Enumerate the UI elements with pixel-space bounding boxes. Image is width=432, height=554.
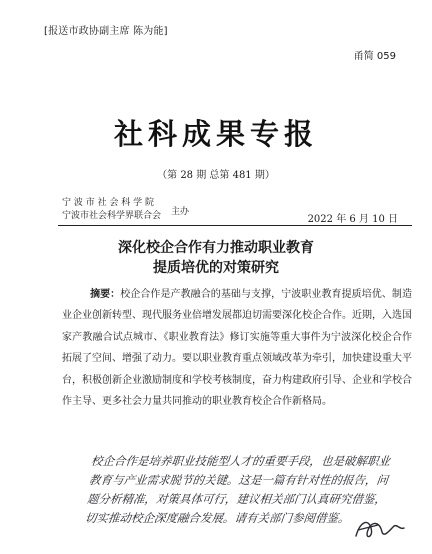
article-title-line-2: 提质培优的对策研究	[153, 260, 279, 276]
sponsor-organizations	[62, 197, 161, 223]
article-title-line-1: 深化校企合作有力推动职业教育	[118, 240, 314, 256]
abstract-text: 校企合作是产教融合的基础与支撑，宁波职业教育提质培优、制造业企业创新转型、现代服务业倍增发展都迫切需要深化校企合作。近期，入选国家产教融合试点城市、《职业教育法》修订实施等重大事件为宁波深化校企合作拓展了空间、增强了动力。要以职业教育重点领域改革为牵引，加快建设重大平台，积极创新企业激励制度和学校考核制度，奋力构建政府引导、企业和学校合作主导、更多社会力量共同推动的职业教育校企合作新格局。	[62, 289, 412, 408]
issue-number: （第 28 期 总第 481 期）	[157, 170, 275, 181]
sponsor-org-1: 宁 波 市 社 会 科 学 院	[62, 198, 155, 208]
handwritten-comment	[84, 452, 412, 544]
document-number: 甬简 059	[353, 51, 396, 62]
abstract-label: 摘要：	[90, 289, 121, 300]
publication-date: 2022 年 6 月 10 日	[307, 214, 398, 225]
publication-masthead: 社科成果专报	[113, 117, 318, 151]
abstract	[62, 284, 412, 412]
article-title	[0, 238, 432, 278]
header-divider	[58, 225, 412, 226]
sponsor-role: 主办	[171, 207, 190, 217]
signature-image	[88, 452, 412, 544]
handwritten-comment-text: 校企合作是培养职业技能型人才的重要手段，也是破解职业教育与产业需求脱节的关键。这是一篇有针对性的报告，问题分析精准，对策具体可行，建议相关部门认真研究借鉴，切实推动校企深度融合发展。请有关部门参阅借鉴。	[84, 454, 391, 525]
routing-note: [报送市政协副主席 陈为能]	[44, 26, 168, 37]
sponsor-org-2: 宁波市社会科学界联合会	[62, 211, 162, 221]
